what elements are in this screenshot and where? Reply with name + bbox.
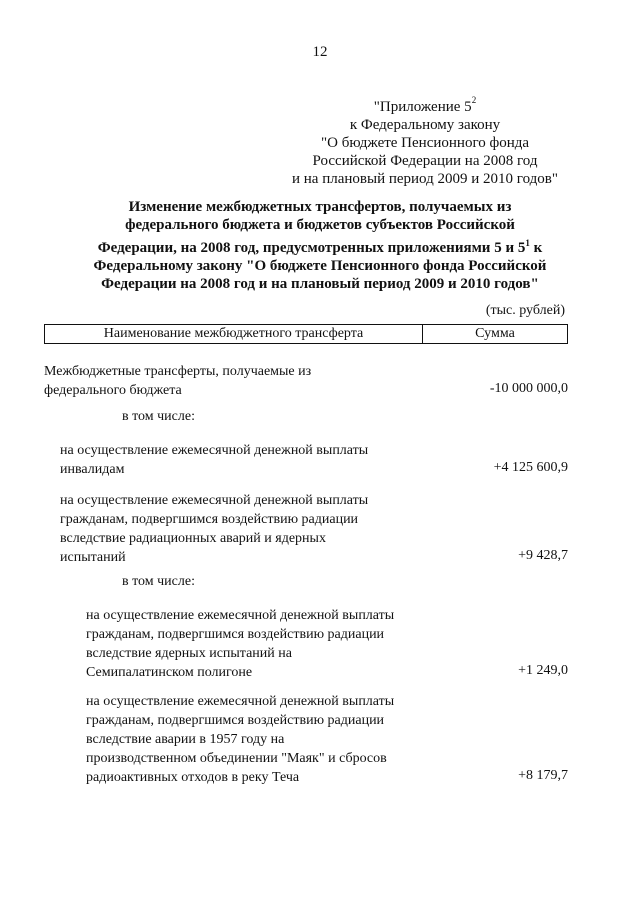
- column-header-name: Наименование межбюджетного трансферта: [45, 325, 423, 343]
- column-header-sum: Сумма: [475, 326, 515, 341]
- table-row: [122, 572, 195, 591]
- appendix-line-5: и на плановый период 2009 и 2010 годов": [292, 171, 558, 187]
- appendix-superscript: 2: [471, 95, 477, 105]
- row-amount: +9 428,7: [518, 548, 568, 563]
- appendix-line-2: к Федеральному закону: [349, 117, 501, 133]
- table-row: [122, 407, 195, 426]
- row-text-line: на осуществление ежемесячной денежной выплаты: [60, 493, 369, 508]
- row-text-line: Межбюджетные трансферты, получаемые из: [44, 364, 312, 379]
- table-row: [86, 692, 394, 787]
- title-line-2: федерального бюджета и бюджетов субъектов Российской: [125, 217, 515, 233]
- table-row: [86, 606, 394, 682]
- row-text-line: гражданам, подвергшимся воздействию радиации: [86, 713, 385, 728]
- row-text-line: на осуществление ежемесячной денежной выплаты: [86, 608, 395, 623]
- row-text-line: в том числе:: [122, 574, 195, 589]
- title-line-1: Изменение межбюджетных трансфертов, получаемых из: [128, 199, 512, 215]
- row-text-line: Семипалатинском полигоне: [86, 665, 253, 680]
- row-amount: +4 125 600,9: [493, 460, 568, 475]
- table-row: [60, 441, 368, 479]
- row-text-line: инвалидам: [60, 462, 125, 477]
- row-text-line: испытаний: [60, 550, 126, 565]
- title-line-5: Федерации на 2008 год и на плановый период 2009 и 2010 годов": [101, 276, 539, 292]
- row-text-line: вследствие радиационных аварий и ядерных: [60, 531, 326, 546]
- title-line-3: Федерации, на 2008 год, предусмотренных приложениями 5 и $5^1$ к: [97, 238, 543, 256]
- row-text-line: на осуществление ежемесячной денежной выплаты: [86, 694, 395, 709]
- appendix-line-3: "О бюджете Пенсионного фонда: [320, 135, 530, 151]
- table-row: [44, 362, 311, 400]
- page-number: 12: [312, 44, 328, 60]
- row-text-line: федерального бюджета: [44, 383, 182, 398]
- units-label: (тыс. рублей): [485, 303, 565, 318]
- appendix-header: [250, 93, 600, 188]
- table-row: [60, 491, 368, 567]
- row-text-line: гражданам, подвергшимся воздействию радиации: [86, 627, 385, 642]
- row-text-line: производственном объединении "Маяк" и сбросов: [86, 751, 387, 766]
- document-title: [60, 198, 580, 293]
- row-text-line: в том числе:: [122, 409, 195, 424]
- appendix-line-4: Российской Федерации на 2008 год: [312, 153, 538, 169]
- row-amount: +8 179,7: [518, 768, 568, 783]
- row-text-line: вследствие аварии в 1957 году на: [86, 732, 285, 747]
- row-amount: +1 249,0: [518, 663, 568, 678]
- title-superscript: 1: [525, 238, 530, 248]
- table-header: [44, 324, 568, 344]
- title-line-4: Федеральному закону "О бюджете Пенсионного фонда Российской: [93, 258, 547, 274]
- row-amount: -10 000 000,0: [489, 381, 568, 396]
- row-text-line: гражданам, подвергшимся воздействию радиации: [60, 512, 359, 527]
- row-text-line: вследствие ядерных испытаний на: [86, 646, 292, 661]
- row-text-line: радиоактивных отходов в реку Теча: [86, 770, 300, 785]
- row-text-line: на осуществление ежемесячной денежной выплаты: [60, 443, 369, 458]
- appendix-line-1: "Приложение $5^2$: [373, 95, 477, 115]
